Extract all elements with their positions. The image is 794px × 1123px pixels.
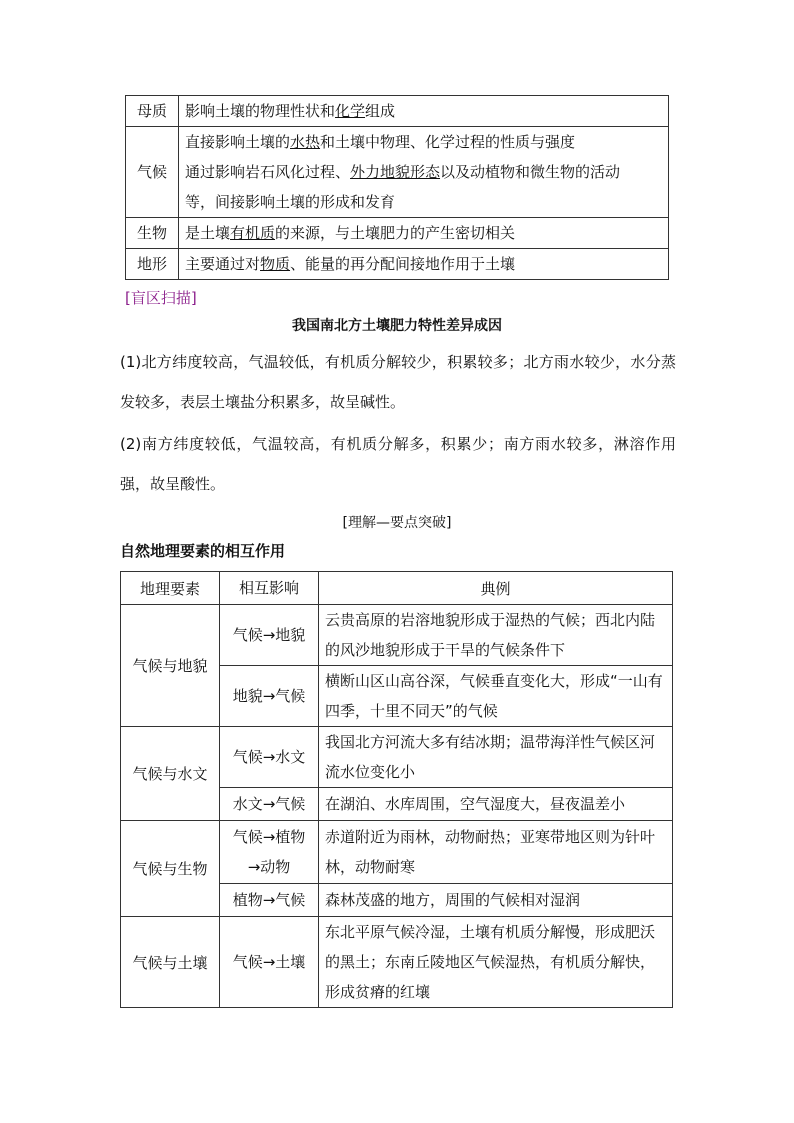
factor-label: 地形 bbox=[126, 249, 179, 280]
element-cell: 气候与地貌 bbox=[121, 605, 220, 727]
section-subtitle: 自然地理要素的相互作用 bbox=[120, 542, 286, 560]
interaction-table bbox=[120, 571, 673, 1008]
text-segment: 的来源，与土壤肥力的产生密切相关 bbox=[275, 224, 516, 242]
underlined-term: 化学 bbox=[335, 102, 366, 120]
text-segment: 组成 bbox=[365, 102, 396, 120]
influence-cell: 植物→气候 bbox=[220, 884, 319, 917]
influence-cell: 水文→气候 bbox=[220, 788, 319, 821]
section-heading: [理解—要点突破] bbox=[342, 515, 452, 531]
table-row bbox=[126, 218, 669, 249]
table-row bbox=[126, 249, 669, 280]
text-segment: 、能量的再分配间接地作用于土壤 bbox=[290, 255, 516, 273]
example-cell: 我国北方河流大多有结冰期；温带海洋性气候区河流水位变化小 bbox=[319, 727, 673, 788]
table-row bbox=[126, 96, 669, 127]
blind-zone-label: [盲区扫描] bbox=[125, 289, 197, 307]
table-row bbox=[121, 727, 673, 788]
text-segment: 和土壤中物理、化学过程的性质与强度 bbox=[320, 133, 576, 151]
text-segment: 通过影响岩石风化过程、 bbox=[185, 163, 351, 181]
factor-description bbox=[179, 249, 669, 280]
underlined-term: 有机质 bbox=[230, 224, 276, 242]
column-header: 地理要素 bbox=[121, 572, 220, 605]
text-segment: 主要通过对 bbox=[185, 255, 261, 273]
table-row bbox=[126, 127, 669, 218]
text-segment: 以及动植物和微生物的活动 bbox=[440, 163, 621, 181]
influence-cell: 气候→地貌 bbox=[220, 605, 319, 666]
underlined-term: 外力地貌形态 bbox=[350, 163, 441, 181]
factor-description bbox=[179, 96, 669, 127]
table-row bbox=[121, 917, 673, 1008]
table-row bbox=[121, 605, 673, 666]
influence-cell bbox=[220, 821, 319, 884]
example-cell: 在湖泊、水库周围，空气湿度大，昼夜温差小 bbox=[319, 788, 673, 821]
factor-label: 母质 bbox=[126, 96, 179, 127]
influence-cell: 气候→土壤 bbox=[220, 917, 319, 1008]
element-cell: 气候与水文 bbox=[121, 727, 220, 821]
influence-line: →动物 bbox=[247, 858, 291, 876]
factor-label: 气候 bbox=[126, 127, 179, 218]
factor-description bbox=[179, 127, 669, 218]
table-header-row bbox=[121, 572, 673, 605]
example-cell: 森林茂盛的地方，周围的气候相对湿润 bbox=[319, 884, 673, 917]
example-cell: 横断山区山高谷深，气候垂直变化大，形成“一山有四季，十里不同天”的气候 bbox=[319, 666, 673, 727]
text-segment: 直接影响土壤的 bbox=[185, 133, 291, 151]
section-title: 我国南北方土壤肥力特性差异成因 bbox=[292, 318, 502, 334]
underlined-term: 水热 bbox=[290, 133, 321, 151]
influence-cell: 地貌→气候 bbox=[220, 666, 319, 727]
factor-description bbox=[179, 218, 669, 249]
influence-cell: 气候→水文 bbox=[220, 727, 319, 788]
text-segment: 影响土壤的物理性状和 bbox=[185, 102, 336, 120]
example-cell: 东北平原气候冷湿，土壤有机质分解慢，形成肥沃的黑土；东南丘陵地区气候湿热，有机质分解快，形成贫瘠的红壤 bbox=[319, 917, 673, 1008]
example-cell: 赤道附近为雨林，动物耐热；亚寒带地区则为针叶林，动物耐寒 bbox=[319, 821, 673, 884]
table-row bbox=[121, 821, 673, 884]
example-cell: 云贵高原的岩溶地貌形成于湿热的气候；西北内陆的风沙地貌形成于干旱的气候条件下 bbox=[319, 605, 673, 666]
factor-label: 生物 bbox=[126, 218, 179, 249]
element-cell: 气候与生物 bbox=[121, 821, 220, 917]
text-segment: 等，间接影响土壤的形成和发育 bbox=[185, 193, 396, 211]
paragraph-south: (2)南方纬度较低，气温较高，有机质分解多，积累少；南方雨水较多，淋溶作用强，故呈酸性。 bbox=[120, 435, 676, 493]
column-header: 相互影响 bbox=[220, 572, 319, 605]
column-header: 典例 bbox=[319, 572, 673, 605]
soil-factors-table bbox=[125, 95, 669, 280]
text-segment: 是土壤 bbox=[185, 224, 231, 242]
influence-line: 气候→植物 bbox=[232, 828, 306, 846]
paragraph-north: (1)北方纬度较高，气温较低，有机质分解较少，积累较多；北方雨水较少，水分蒸发较多，表层土壤盐分积累多，故呈碱性。 bbox=[120, 353, 676, 411]
underlined-term: 物质 bbox=[260, 255, 291, 273]
element-cell: 气候与土壤 bbox=[121, 917, 220, 1008]
